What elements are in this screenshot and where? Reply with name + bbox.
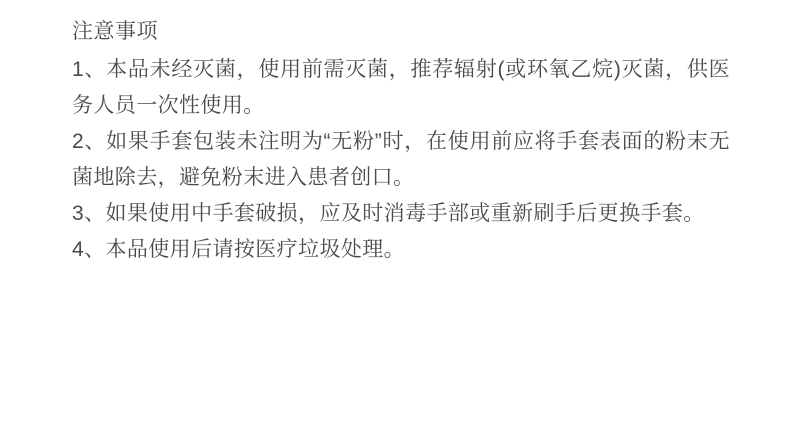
list-item: 3、如果使用中手套破损，应及时消毒手部或重新刷手后更换手套。 (72, 202, 705, 225)
list-item: 1、本品未经灭菌，使用前需灭菌，推荐辐射(或环氧乙烷)灭菌，供医务人员一次性使用。 (72, 58, 730, 117)
list-item: 4、本品使用后请按医疗垃圾处理。 (72, 238, 406, 261)
notes-list (72, 52, 730, 268)
list-item: 2、如果手套包装未注明为“无粉”时，在使用前应将手套表面的粉末无菌地除去，避免粉末进入患者创口。 (72, 130, 730, 189)
page-title: 注意事项 (72, 20, 158, 43)
